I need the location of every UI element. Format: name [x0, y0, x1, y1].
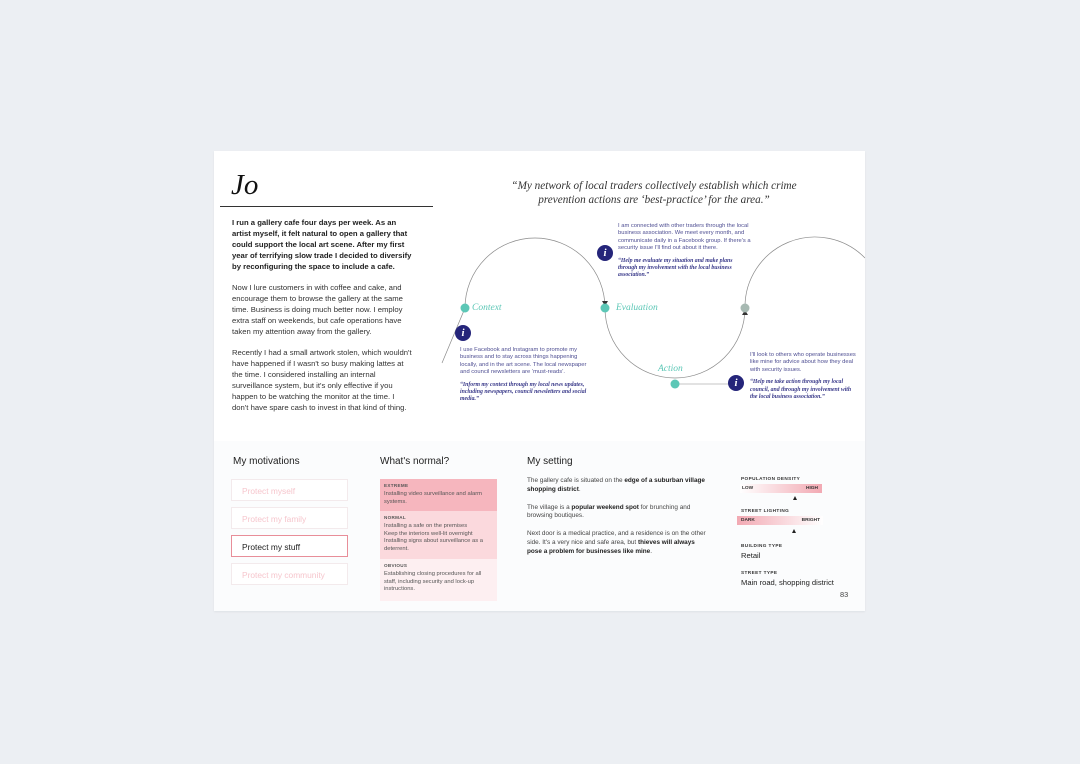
bio-paragraph-2: Now I lure customers in with coffee and cake, and encourage them to browse the gallery at the same time. Business is doing much better now. I employ extra staff on weekends, but cafe operations have taken my attention away from the gallery. [232, 283, 403, 336]
normal-level-extreme [380, 479, 497, 511]
context-node [461, 304, 470, 313]
return-node [741, 304, 750, 313]
evaluation-info-icon[interactable]: i [597, 245, 613, 261]
level-extreme-text: Installing video surveillance and alarm systems. [384, 491, 482, 505]
setting-paragraph-3: Next door is a medical practice, and a residence is on the other side. It's a very nice and safe area, but thieves will always pose a problem for businesses like mine. [527, 530, 706, 555]
level-obvious-label: OBVIOUS [384, 563, 408, 568]
page-number: 83 [840, 590, 849, 599]
action-node [671, 380, 680, 389]
context-note-quote: “Inform my context through my local news updates, including newspapers, council newsletters and social media.” [460, 381, 587, 403]
population-density-bar [740, 484, 822, 493]
evaluation-note-text: I am connected with other traders through the local business association. We meet every month, and communicate daily in a Facebook group. If there's a security issue I'll find out about it there. [618, 223, 751, 252]
population-high-label: HIGH [806, 486, 818, 491]
context-note [460, 347, 592, 404]
population-low-label: LOW [742, 486, 754, 491]
context-info-icon[interactable]: i [455, 325, 471, 341]
level-obvious-text: Establishing closing procedures for all staff, including security and lock-up instructions. [384, 571, 482, 593]
action-note-text: I'll look to others who operate businesses like mine for advice about how they deal with security issues. [750, 352, 856, 373]
evaluation-label: Evaluation [616, 303, 658, 313]
persona-quote: “My network of local traders collectively establish which crime prevention actions are ‘best-practice’ for the area.” [511, 180, 797, 206]
normal-level-normal [380, 511, 497, 559]
lighting-dark-label: DARK [741, 518, 755, 523]
action-label: Action [658, 364, 683, 374]
persona-page [214, 151, 865, 611]
setting-paragraph-1: The gallery cafe is situated on the edge of a suburban village shopping district. [527, 477, 705, 493]
street-lighting-bar [737, 516, 823, 525]
motivation-protect-family[interactable]: Protect my family [231, 507, 348, 529]
normal-level-obvious [380, 559, 497, 601]
context-label: Context [472, 303, 502, 313]
persona-name: Jo [231, 169, 259, 201]
persona-bio [232, 218, 412, 424]
motivation-protect-stuff[interactable]: Protect my stuff [231, 535, 348, 557]
level-normal-text: Installing a safe on the premises Keep the interiors well-lit overnight Installing signs about surveillance as a deterrent. [384, 523, 483, 552]
bio-paragraph-1: I run a gallery cafe four days per week. As an artist myself, it felt natural to open a gallery that could support the local art scene. After my first year of terrifying slow trade I decided to diversify by reconfiguring the space to include a cafe. [232, 218, 412, 271]
whats-normal-title: What's normal? [380, 456, 450, 467]
name-divider [220, 206, 433, 207]
setting-paragraph-2: The village is a popular weekend spot for brunching and browsing boutiques. [527, 503, 691, 520]
bio-paragraph-3: Recently I had a small artwork stolen, which wouldn't have happened if I wasn't so busy making lattes at the time. I considered installing an internal surveillance system, but it's only effective if you happen to be watching the monitor at the time. I don't have spare cash to invest in that kind of thing. [232, 348, 412, 412]
population-density-label: POPULATION DENSITY [741, 476, 801, 481]
street-lighting-label: STREET LIGHTING [741, 508, 790, 513]
motivation-protect-community[interactable]: Protect my community [231, 563, 348, 585]
level-extreme-label: EXTREME [384, 483, 409, 488]
persona-details-panel [214, 441, 865, 611]
motivations-title: My motivations [233, 456, 300, 467]
evaluation-node [601, 304, 610, 313]
building-type-value: Retail [741, 551, 761, 560]
context-note-text: I use Facebook and Instagram to promote my business and to stay across things happening locally, and in the art scene. The local newspaper and council newsletters are ‘must-reads’. [460, 347, 587, 376]
lighting-bright-label: BRIGHT [801, 518, 820, 523]
setting-description [527, 477, 707, 566]
level-normal-label: NORMAL [384, 515, 406, 520]
motivation-protect-myself[interactable]: Protect myself [231, 479, 348, 501]
building-type-label: BUILDING TYPE [741, 543, 783, 548]
population-density-marker [793, 496, 797, 500]
street-type-label: STREET TYPE [741, 570, 778, 575]
street-type-value: Main road, shopping district [741, 578, 834, 587]
action-info-icon[interactable]: i [728, 375, 744, 391]
action-note [750, 352, 858, 401]
evaluation-note [618, 223, 752, 280]
street-lighting-marker [792, 529, 796, 533]
action-note-quote: “Help me take action through my local council, and through my involvement with the local business association.” [750, 379, 852, 401]
setting-title: My setting [527, 456, 573, 467]
evaluation-note-quote: “Help me evaluate my situation and make plans through my involvement with the local business association.” [618, 257, 733, 279]
